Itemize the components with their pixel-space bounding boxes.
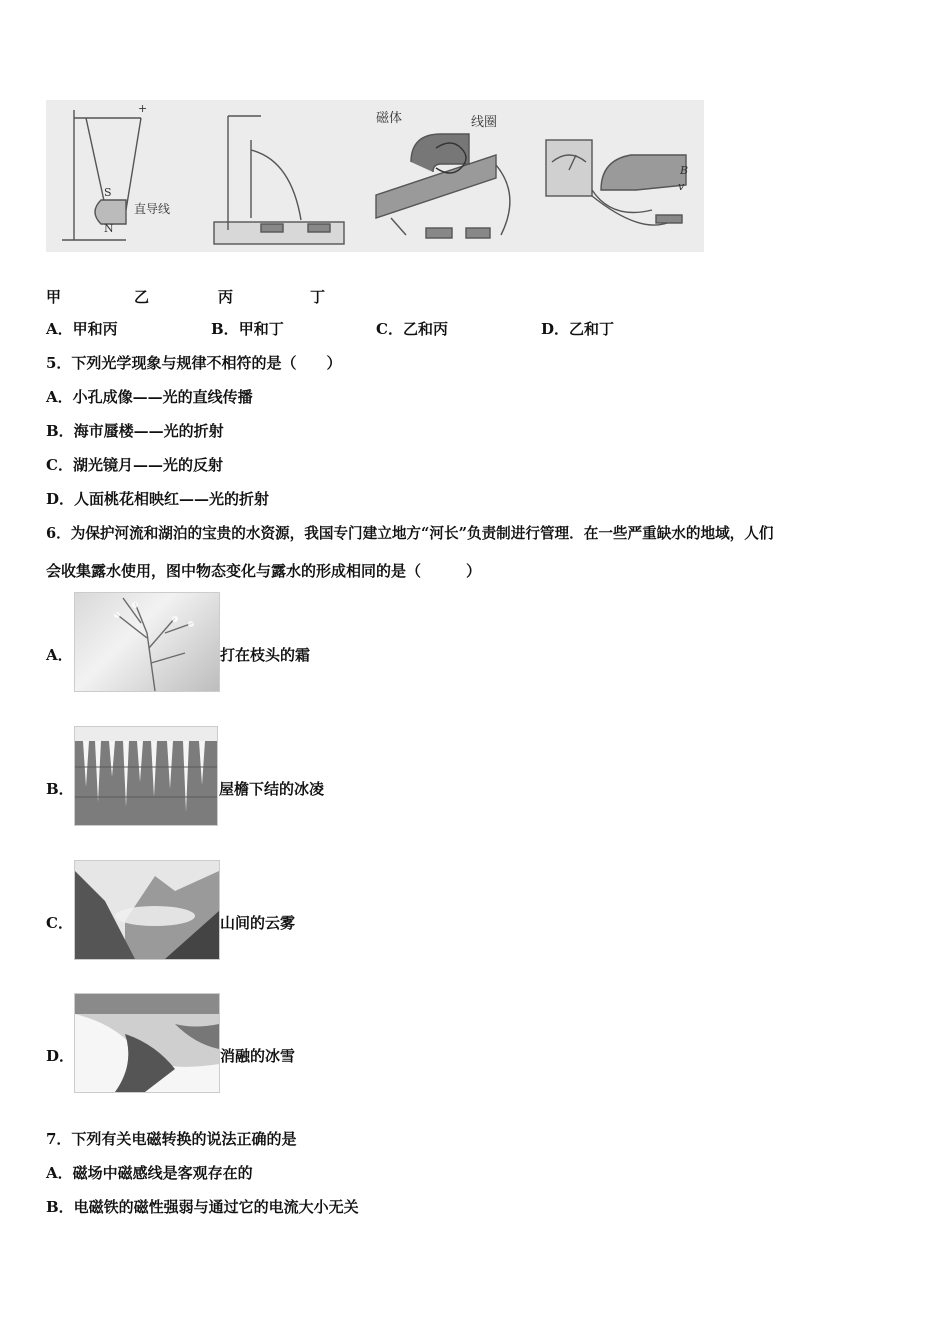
mountain-mist-drawing: [75, 861, 219, 959]
panel-bing-apparatus: [376, 134, 510, 238]
n-label: N: [104, 222, 114, 235]
b-label: B: [680, 164, 689, 177]
q7-option-b: B．电磁铁的磁性强弱与通过它的电流大小无关: [46, 1198, 359, 1216]
q6-stem-line1: 6．为保护河流和湖泊的宝贵的水资源，我国专门建立地方“河长”负责制进行管理．在一些严重缺水的地域，人们: [46, 525, 774, 542]
q5-option-c: C．湖光镜月——光的反射: [46, 456, 223, 474]
q7-stem: 7．下列有关电磁转换的说法正确的是: [46, 1130, 297, 1148]
magnet-label: 磁体: [376, 111, 403, 126]
v-label: v: [678, 180, 685, 193]
melting-snow-drawing: [75, 994, 219, 1092]
q6-option-d-caption: 消融的冰雪: [220, 1047, 296, 1065]
q6-option-d-letter: D．: [46, 1047, 75, 1065]
q5-option-b: B．海市蜃楼——光的折射: [46, 422, 224, 440]
q6-option-b-caption: 屋檐下结的冰凌: [219, 780, 325, 798]
q5-option-a: A．小孔成像——光的直线传播: [46, 388, 253, 406]
q6-option-c-letter: C．: [46, 914, 73, 932]
icicles-image: [74, 726, 218, 826]
q6-option-c-caption: 山间的云雾: [220, 914, 296, 932]
q4-figure-drawing: [46, 100, 704, 252]
panel-yi-apparatus: [214, 116, 344, 244]
panel-label-jia: 甲: [46, 288, 62, 306]
panel-label-bing: 丙: [218, 288, 234, 306]
coil-label: 线圈: [471, 115, 498, 130]
q6-option-b-letter: B．: [46, 780, 74, 798]
q7-option-a: A．磁场中磁感线是客观存在的: [46, 1164, 253, 1182]
q5-stem: 5．下列光学现象与规律不相符的是（ ）: [46, 354, 342, 372]
mountain-mist-image: [74, 860, 220, 960]
panel-label-ding: 丁: [310, 288, 326, 306]
q6-option-a-caption: 打在枝头的霜: [220, 646, 311, 664]
q4-option-b: B．甲和丁: [211, 320, 284, 338]
q4-option-d: D．乙和丁: [541, 320, 615, 338]
melting-snow-image: [74, 993, 220, 1093]
q6-stem-line2: 会收集露水使用，图中物态变化与露水的形成相同的是（ ）: [46, 562, 482, 580]
frost-branch-image: [74, 592, 220, 692]
panel-label-yi: 乙: [134, 288, 150, 306]
s-label: S: [104, 186, 112, 199]
plus-label: +: [138, 102, 148, 115]
panel-ding-apparatus: [546, 140, 689, 225]
q5-option-d: D．人面桃花相映红——光的折射: [46, 490, 270, 508]
q4-figure: [46, 100, 704, 252]
q4-option-c: C．乙和丙: [376, 320, 448, 338]
frost-branch-drawing: [75, 593, 219, 691]
q6-option-a-letter: A．: [46, 646, 73, 664]
wire-label: 直导线: [134, 202, 171, 216]
panel-jia-apparatus: [62, 110, 141, 240]
q4-option-a: A．甲和丙: [46, 320, 118, 338]
icicles-drawing: [75, 727, 217, 825]
